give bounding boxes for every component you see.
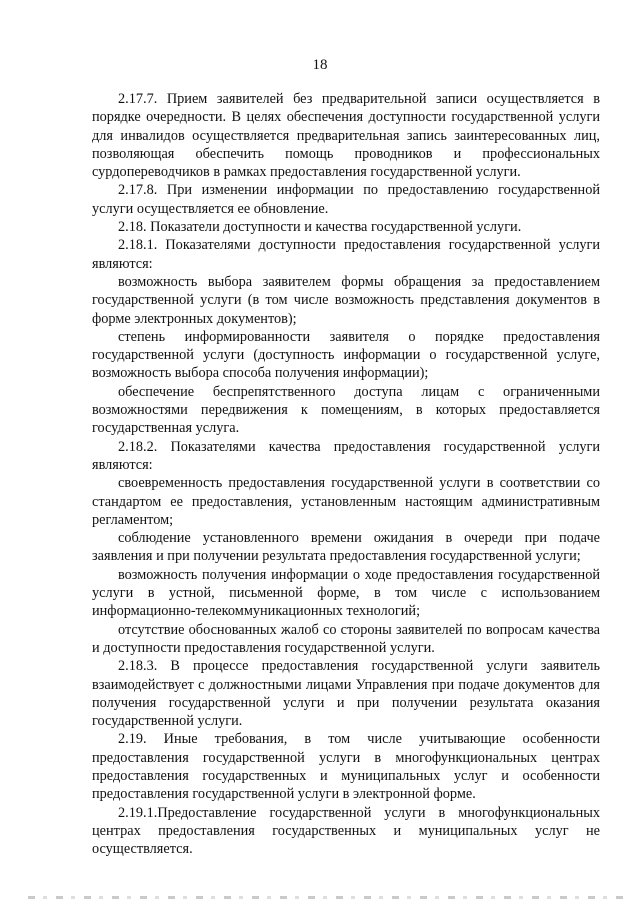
- paragraph-2-18-2: 2.18.2. Показателями качества предоставления государственной услуги являются:: [92, 438, 600, 473]
- list-item-waiting-time: соблюдение установленного времени ожидания в очереди при подаче заявления и при получении результата предоставления государственной услуги;: [92, 530, 600, 565]
- list-item-progress-info: возможность получения информации о ходе предоставления государственной услуги в устной, письменной форме, в том числе с использованием информационно-телекоммуникационных технологий;: [92, 566, 600, 620]
- paragraph-2-19-1: 2.19.1.Предоставление государственной услуги в многофункциональных центрах предоставления государственных и муниципальных услуг не осуществляется.: [92, 804, 600, 858]
- paragraph-2-18-1: 2.18.1. Показателями доступности предоставления государственной услуги являются:: [92, 237, 600, 272]
- document-body: [92, 90, 600, 858]
- paragraph-2-17-8: 2.17.8. При изменении информации по предоставлению государственной услуги осуществляется ее обновление.: [92, 182, 600, 217]
- paragraph-2-18-3: 2.18.3. В процессе предоставления государственной услуги заявитель взаимодействует с должностными лицами Управления при подаче документов для получения государственной услуги и при получении результата оказания государственной услуги.: [92, 658, 600, 730]
- paragraph-2-18: 2.18. Показатели доступности и качества государственной услуги.: [118, 219, 522, 236]
- list-item-accessibility: обеспечение беспрепятственного доступа лицам с ограниченными возможностями передвижения к помещениям, в которых предоставляется государственная услуга.: [92, 383, 600, 437]
- paragraph-2-17-7: 2.17.7. Прием заявителей без предварительной записи осуществляется в порядке очередности. В целях обеспечения доступности государственной услуги для инвалидов осуществляется предварительная запись заинтересованных лиц, позволяющая обеспечить помощь проводников и профессиональных сурдопереводчиков в рамках предоставления государственной услуги.: [92, 91, 600, 181]
- list-item-form-choice: возможность выбора заявителем формы обращения за предоставлением государственной услуги (в том числе возможность представления документов в форме электронных документов);: [92, 273, 600, 327]
- paragraph-2-19: 2.19. Иные требования, в том числе учитывающие особенности предоставления государственной услуги в многофункциональных центрах предоставления государственных и муниципальных услуг и особенности предоставления государственной услуги в электронной форме.: [92, 731, 600, 803]
- scan-edge-artifact: [28, 896, 628, 899]
- list-item-timeliness: своевременность предоставления государственной услуги в соответствии со стандартом ее предоставления, установленным настоящим административным регламентом;: [92, 475, 600, 528]
- list-item-informedness: степень информированности заявителя о порядке предоставления государственной услуги (доступность информации о государственной услуге, возможность выбора способа получения информации);: [92, 328, 600, 382]
- page-number: 18: [312, 57, 328, 73]
- list-item-no-complaints: отсутствие обоснованных жалоб со стороны заявителей по вопросам качества и доступности предоставления государственной услуги.: [92, 621, 600, 656]
